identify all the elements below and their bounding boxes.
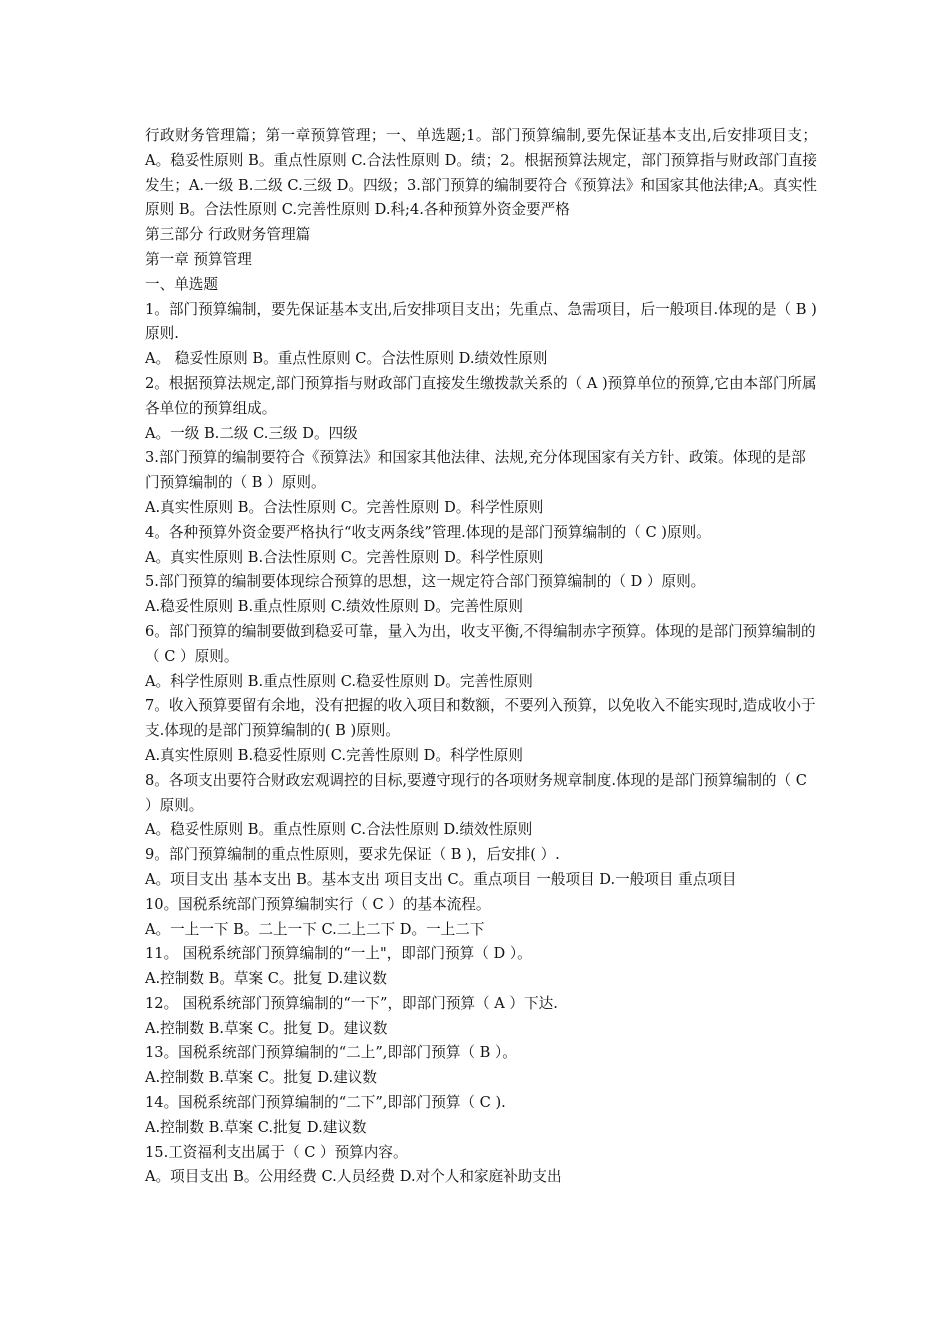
- document-intro: 行政财务管理篇；第一章预算管理；一、单选题;1。部门预算编制,要先保证基本支出,后安排项目支；A。稳妥性原则 B。重点性原则 C.合法性原则 D。绩；2。根据预算法规定，部门预算指与财政部门直接发生；A.一级 B.二级 C.三级 D。四级；3.部门预算的编制要符合《预算法》和国家其他法律;A。真实性原则 B。合法性原则 C.完善性原则 D.科;4.各种预算外资金要严格: [145, 127, 817, 219]
- section-title: 一、单选题: [145, 275, 218, 293]
- question-14: 14。国税系统部门预算编制的“二下”,即部门预算（ C ).: [145, 1094, 506, 1112]
- options-13: A.控制数 B.草案 C。批复 D.建议数: [145, 1069, 377, 1087]
- options-10: A。一上一下 B。二上一下 C.二上二下 D。一上二下: [145, 920, 485, 938]
- question-11: 11。 国税系统部门预算编制的“一上"，即部门预算（ D ）。: [145, 945, 532, 963]
- options-5: A.稳妥性原则 B.重点性原则 C.绩效性原则 D。完善性原则: [145, 598, 523, 616]
- question-12: 12。 国税系统部门预算编制的“一下”，即部门预算（ A ）下达.: [145, 994, 558, 1012]
- options-12: A.控制数 B.草案 C。批复 D。建议数: [145, 1019, 388, 1037]
- options-4: A。真实性原则 B.合法性原则 C。完善性原则 D。科学性原则: [145, 548, 544, 566]
- chapter-title: 第一章 预算管理: [145, 250, 252, 268]
- question-1: 1。部门预算编制，要先保证基本支出,后安排项目支出；先重点、急需项目，后一般项目.体现的是（ B )原则.: [145, 300, 817, 343]
- question-13: 13。国税系统部门预算编制的“二上”,即部门预算（ B ）。: [145, 1044, 517, 1062]
- options-2: A。一级 B.二级 C.三级 D。四级: [145, 424, 358, 442]
- options-8: A。稳妥性原则 B。重点性原则 C.合法性原则 D.绩效性原则: [145, 821, 533, 839]
- question-3: 3.部门预算的编制要符合《预算法》和国家其他法律、法规,充分体现国家有关方针、政策。体现的是部门预算编制的（ B ）原则。: [145, 449, 806, 492]
- part-title: 第三部分 行政财务管理篇: [145, 226, 311, 244]
- document-body: [145, 124, 817, 1190]
- question-6: 6。部门预算的编制要做到稳妥可靠，量入为出，收支平衡,不得编制赤字预算。体现的是部门预算编制的（ C ）原则。: [145, 622, 816, 665]
- options-1: A。 稳妥性原则 B。重点性原则 C。合法性原则 D.绩效性原则: [145, 350, 548, 368]
- question-4: 4。各种预算外资金要严格执行“收支两条线”管理.体现的是部门预算编制的（ C )原则。: [145, 523, 711, 541]
- question-15: 15.工资福利支出属于（ C ）预算内容。: [145, 1143, 408, 1161]
- question-9: 9。部门预算编制的重点性原则，要求先保证（ B )，后安排( ）.: [145, 846, 560, 864]
- options-7: A.真实性原则 B.稳妥性原则 C.完善性原则 D。科学性原则: [145, 746, 523, 764]
- options-6: A。科学性原则 B.重点性原则 C.稳妥性原则 D。完善性原则: [145, 672, 533, 690]
- question-8: 8。各项支出要符合财政宏观调控的目标,要遵守现行的各项财务规章制度.体现的是部门预算编制的（ C ）原则。: [145, 771, 807, 814]
- options-15: A。项目支出 B。公用经费 C.人员经费 D.对个人和家庭补助支出: [145, 1168, 562, 1186]
- question-2: 2。根据预算法规定,部门预算指与财政部门直接发生缴拨款关系的（ A )预算单位的预算,它由本部门所属各单位的预算组成。: [145, 374, 817, 417]
- question-5: 5.部门预算的编制要体现综合预算的思想，这一规定符合部门预算编制的（ D ）原则。: [145, 573, 706, 591]
- options-14: A.控制数 B.草案 C.批复 D.建议数: [145, 1118, 367, 1136]
- question-10: 10。国税系统部门预算编制实行（ C ）的基本流程。: [145, 895, 491, 913]
- options-3: A.真实性原则 B。合法性原则 C。完善性原则 D。科学性原则: [145, 498, 544, 516]
- options-11: A.控制数 B。草案 C。批复 D.建议数: [145, 970, 387, 988]
- options-9: A。项目支出 基本支出 B。基本支出 项目支出 C。重点项目 一般项目 D.一般项目 重点项目: [145, 870, 737, 888]
- question-7: 7。收入预算要留有余地，没有把握的收入项目和数额，不要列入预算，以免收入不能实现时,造成收小于支.体现的是部门预算编制的( B )原则。: [145, 697, 816, 740]
